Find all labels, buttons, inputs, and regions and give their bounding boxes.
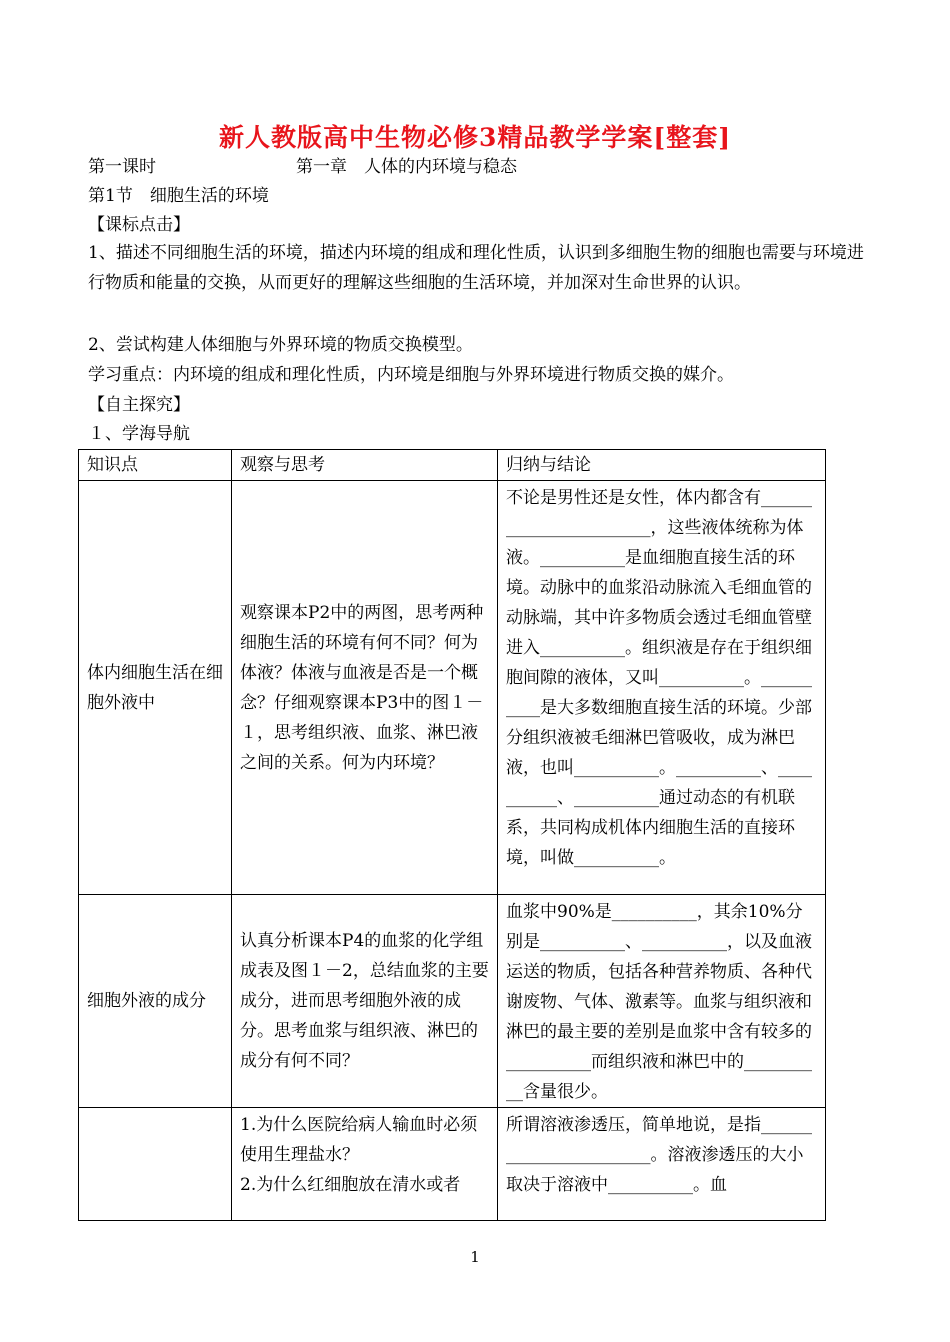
- header-topic: 知识点: [79, 450, 232, 481]
- row-observe: 认真分析课本P4的血浆的化学组成表及图１－2，总结血浆的主要成分，进而思考细胞外液的成分。思考血浆与组织液、淋巴的成分有何不同？: [232, 895, 498, 1108]
- document-title: 新人教版高中生物必修3精品教学学案[整套]: [218, 123, 732, 152]
- row-observe: 观察课本P2中的两图，思考两种细胞生活的环境有何不同？何为体液？体液与血液是否是一个概念？仔细观察课本P3中的图１－１，思考组织液、血浆、淋巴液之间的关系。何为内环境？: [232, 481, 498, 895]
- row-topic: 体内细胞生活在细胞外液中: [79, 481, 232, 895]
- row-topic: [79, 1108, 232, 1221]
- section-title: 第1节 细胞生活的环境: [88, 186, 269, 206]
- table-row: [79, 481, 826, 895]
- standards-item-1: 1、描述不同细胞生活的环境，描述内环境的组成和理化性质，认识到多细胞生物的细胞也需要与环境进行物质和能量的交换，从而更好的理解这些细胞的生活环境，并加深对生命世界的认识。: [88, 243, 864, 293]
- table-header-row: [79, 450, 826, 481]
- row-conclude: 血浆中90%是__________，其余10%分别是__________、__________，以及血液运送的物质，包括各种营养物质、各种代谢废物、气体、激素等。血浆与组织液和淋巴的最主要的差别是血浆中含有较多的__________而组织液和淋巴中的__________含量很少。: [498, 895, 826, 1108]
- study-guide-table: [78, 449, 826, 1221]
- standards-item-2: 2、尝试构建人体细胞与外界环境的物质交换模型。: [88, 335, 473, 355]
- row-topic: 细胞外液的成分: [79, 895, 232, 1108]
- lesson-label: 第一课时: [88, 157, 156, 177]
- header-conclude: 归纳与结论: [498, 450, 826, 481]
- table-row: [79, 1108, 826, 1221]
- row-conclude: 所谓溶液渗透压，简单地说，是指_______________________。溶液渗透压的大小取决于溶液中__________。血: [498, 1108, 826, 1221]
- row-observe: 1.为什么医院给病人输血时必须使用生理盐水？ 2.为什么红细胞放在清水或者: [232, 1108, 498, 1221]
- header-observe: 观察与思考: [232, 450, 498, 481]
- standards-heading: 【课标点击】: [88, 215, 190, 235]
- explore-heading: 【自主探究】: [88, 395, 190, 415]
- row-conclude: 不论是男性还是女性，体内都含有_______________________，这些液体统称为体液。__________是血细胞直接生活的环境。动脉中的血浆沿动脉流入毛细血管的动脉端，其中许多物质会透过毛细血管壁进入__________。组织液是存在于组织细胞间隙的液体，又叫__________。__________是大多数细胞直接生活的环境。少部分组织液被毛细淋巴管吸收，成为淋巴液，也叫__________。__________、__________、__________通过动态的有机联系，共同构成机体内细胞生活的直接环境，叫做__________。: [498, 481, 826, 895]
- key-points: 学习重点：内环境的组成和理化性质，内环境是细胞与外界环境进行物质交换的媒介。: [88, 365, 734, 385]
- chapter-title: 第一章 人体的内环境与稳态: [296, 157, 517, 177]
- page-number: 1: [470, 1248, 480, 1266]
- table-row: [79, 895, 826, 1108]
- subheading: １、学海导航: [88, 424, 190, 444]
